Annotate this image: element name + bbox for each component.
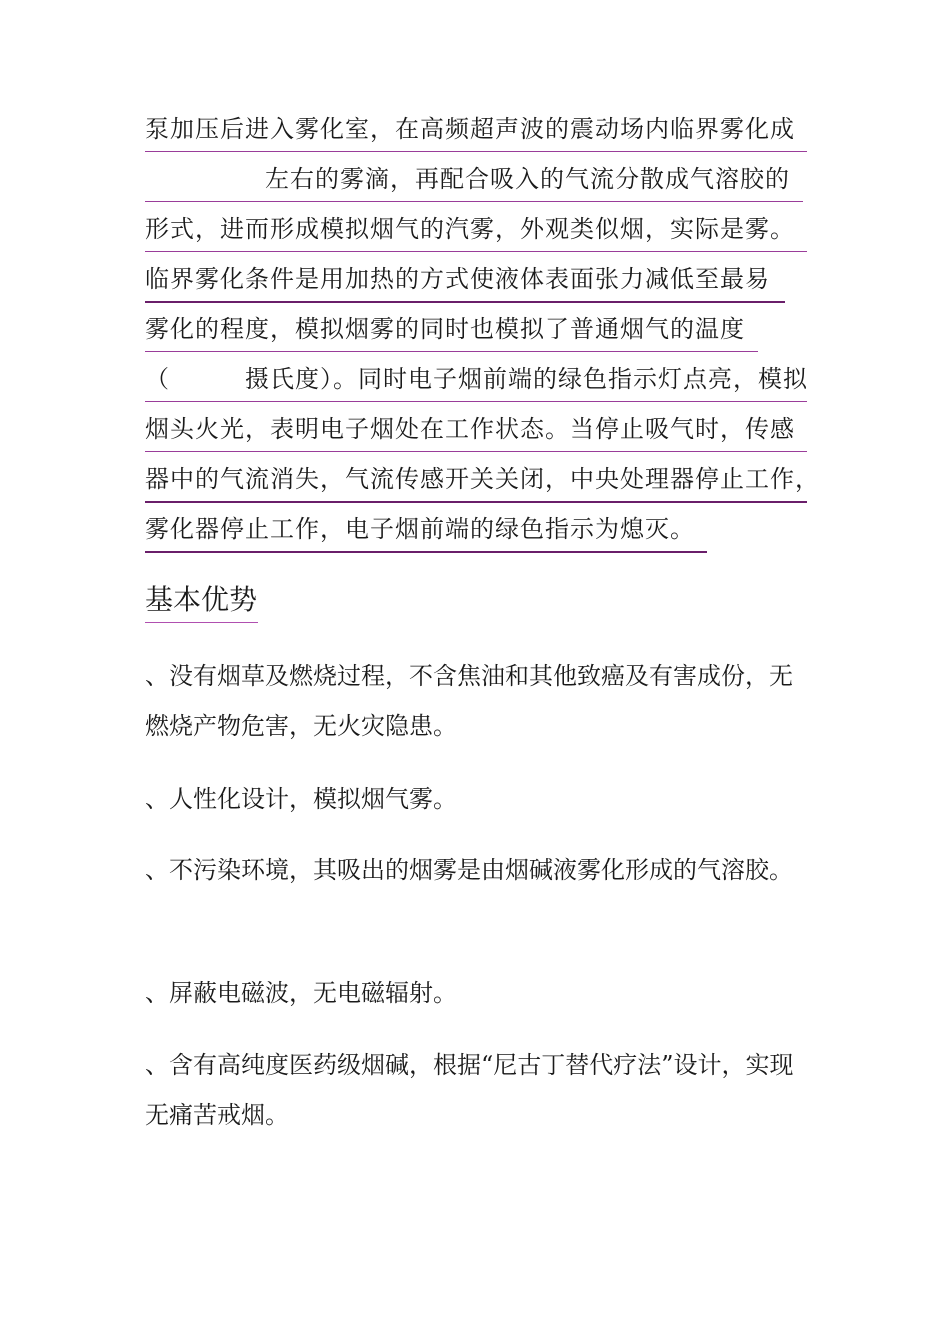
text-line-6: （ 摄氏度）。同时电子烟前端的绿色指示灯点亮，模拟 bbox=[145, 362, 807, 402]
text-line-9: 雾化器停止工作，电子烟前端的绿色指示为熄灭。 bbox=[145, 512, 707, 553]
text-line-5: 雾化的程度，模拟烟雾的同时也模拟了普通烟气的温度 bbox=[145, 312, 758, 352]
text-line-7: 烟头火光，表明电子烟处在工作状态。当停止吸气时，传感 bbox=[145, 412, 807, 452]
text-line-8: 器中的气流消失，气流传感开关关闭，中央处理器停止工作， bbox=[145, 462, 807, 503]
section-heading: 基本优势 bbox=[145, 582, 258, 623]
text-line-1: 泵加压后进入雾化室，在高频超声波的震动场内临界雾化成 bbox=[145, 112, 807, 152]
advantage-item-2: 、人性化设计，模拟烟气雾。 bbox=[145, 785, 457, 813]
text-line-3: 形式，进而形成模拟烟气的汽雾，外观类似烟，实际是雾。 bbox=[145, 212, 807, 252]
advantage-item-3: 、不污染环境，其吸出的烟雾是由烟碱液雾化形成的气溶胶。 bbox=[145, 856, 793, 884]
advantage-item-4: 、屏蔽电磁波，无电磁辐射。 bbox=[145, 979, 457, 1007]
text-line-2: 左右的雾滴，再配合吸入的气流分散成气溶胶的 bbox=[145, 162, 803, 202]
advantage-item-5: 、含有高纯度医药级烟碱，根据“尼古丁替代疗法”设计，实现无痛苦戒烟。 bbox=[145, 1051, 794, 1129]
advantage-item-1: 、没有烟草及燃烧过程，不含焦油和其他致癌及有害成份，无燃烧产物危害，无火灾隐患。 bbox=[145, 662, 793, 740]
text-line-4: 临界雾化条件是用加热的方式使液体表面张力减低至最易 bbox=[145, 262, 785, 303]
